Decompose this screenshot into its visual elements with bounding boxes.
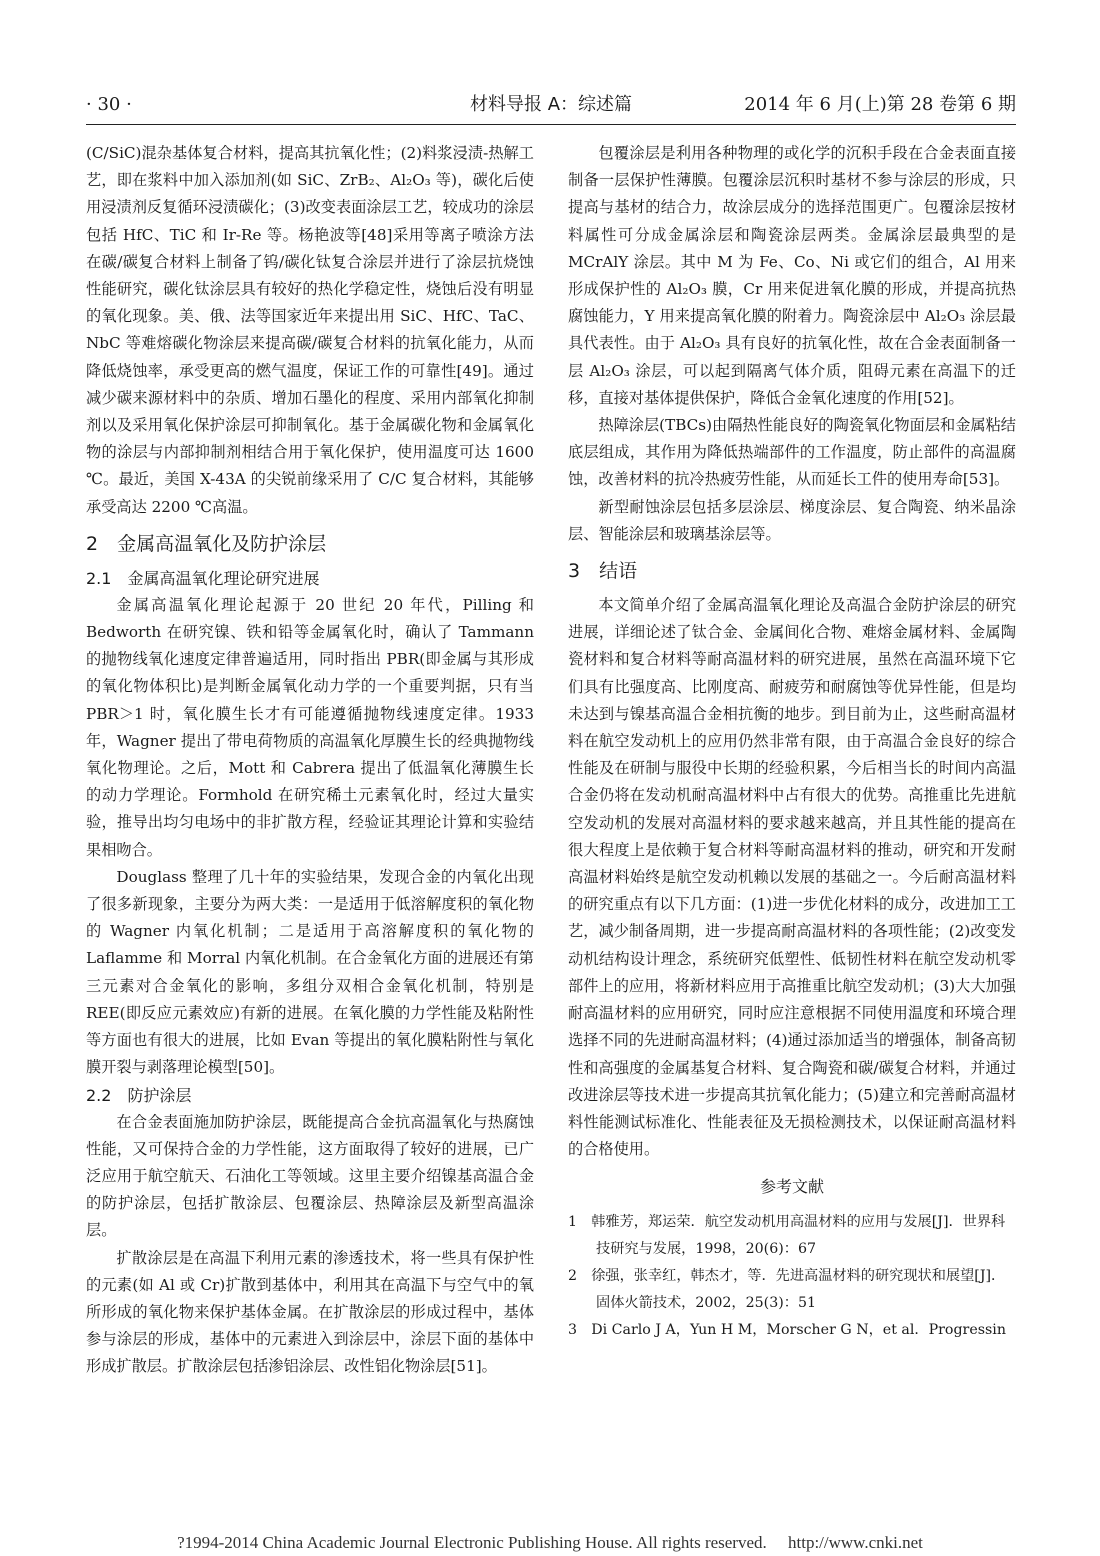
right-column: [568, 140, 1016, 1344]
running-header: [86, 90, 1016, 120]
paragraph: 包覆涂层是利用各种物理的或化学的沉积手段在合金表面直接制备一层保护性薄膜。包覆涂层沉积时基材不参与涂层的形成，只提高与基材的结合力，故涂层成分的选择范围更广。包覆涂层按材料属性可分成金属涂层和陶瓷涂层两类。金属涂层最典型的是 MCrAlY 涂层。其中 M 为 Fe、Co、Ni 或它们的组合，Al 用来形成保护性的 Al₂O₃ 膜，Cr 用来促进氧化膜的形成，并提高抗热腐蚀能力，Y 用来提高氧化膜的附着力。陶瓷涂层中 Al₂O₃ 涂层最具代表性。由于 Al₂O₃ 具有良好的抗氧化性，故在合金表面制备一层 Al₂O₃ 涂层，可以起到隔离气体介质，阻碍元素在高温下的迁移，直接对基体提供保护，降低合金氧化速度的作用[52]。: [568, 144, 1016, 407]
references-heading: 参考文献: [759, 1177, 824, 1197]
left-column: [86, 140, 534, 1381]
header-rule: [86, 124, 1016, 125]
paragraph: (C/SiC)混杂基体复合材料，提高其抗氧化性；(2)料浆浸渍-热解工艺，即在浆料中加入添加剂(如 SiC、ZrB₂、Al₂O₃ 等)，碳化后使用浸渍剂反复循环浸渍碳化；(3)改变表面涂层工艺，较成功的涂层包括 HfC、TiC 和 Ir-Re 等。杨艳波等[48]采用等离子喷涂方法在碳/碳复合材料上制备了钨/碳化钛复合涂层并进行了涂层抗烧蚀性能研究，碳化钛涂层具有较好的热化学稳定性，烧蚀后没有明显的氧化现象。美、俄、法等国家近年来提出用 SiC、HfC、TaC、NbC 等难熔碳化物涂层来提高碳/碳复合材料的抗氧化能力，从而降低烧蚀率，承受更高的燃气温度，保证工作的可靠性[49]。通过减少碳来源材料中的杂质、增加石墨化的程度、采用内部氧化抑制剂以及采用氧化保护涂层可抑制氧化。基于金属碳化物和金属氧化物的涂层与内部抑制剂相结合用于氧化保护，使用温度可达 1600 ℃。最近，美国 X-43A 的尖锐前缘采用了 C/C 复合材料，其能够承受高达 2200 ℃高温。: [86, 144, 534, 516]
paragraph: 本文简单介绍了金属高温氧化理论及高温合金防护涂层的研究进展，详细论述了钛合金、金属间化合物、难熔金属材料、金属陶瓷材料和复合材料等耐高温材料的研究进展，虽然在高温环境下它们具有比强度高、比刚度高、耐疲劳和耐腐蚀等优异性能，但是均未达到与镍基高温合金相抗衡的地步。到目前为止，这些耐高温材料在航空发动机上的应用仍然非常有限，由于高温合金良好的综合性能及在研制与服役中长期的经验积累，今后相当长的时间内高温合金仍将在发动机耐高温材料中占有很大的优势。高推重比先进航空发动机的发展对高温材料的要求越来越高，并且其性能的提高在很大程度上是依赖于复合材料等耐高温材料的推动，研究和开发耐高温材料始终是航空发动机赖以发展的基础之一。今后耐高温材料的研究重点有以下几方面：(1)进一步优化材料的成分，改进加工工艺，减少制备周期，进一步提高耐高温材料的各项性能；(2)改变发动机结构设计理念，系统研究低塑性、低韧性材料在航空发动机零部件上的应用，将新材料应用于高推重比航空发动机；(3)大大加强耐高温材料的应用研究，同时应注意根据不同使用温度和环境合理选择不同的先进耐高温材料；(4)通过添加适当的增强体，制备高韧性和高强度的金属基复合材料、复合陶瓷和碳/碳复合材料，并通过改进涂层等技术进一步提高其抗氧化能力；(5)建立和完善耐高温材料性能测试标准化、性能表征及无损检测技术，以保证耐高温材料的合格使用。: [568, 596, 1016, 1159]
page-number: · 30 ·: [86, 94, 132, 115]
copyright-footer: ?1994-2014 China Academic Journal Electronic Publishing House. All rights reserved. http://www.cnki.net: [177, 1533, 923, 1552]
paragraph: 金属高温氧化理论起源于 20 世纪 20 年代，Pilling 和 Bedworth 在研究镍、铁和铅等金属氧化时，确认了 Tammann 的抛物线氧化速度定律普遍适用，同时指出 PBR(即金属与其形成的氧化物体积比)是判断金属氧化动力学的一个重要判据，只有当 PBR＞1 时，氧化膜生长才有可能遵循抛物线速度定律。1933 年，Wagner 提出了带电荷物质的高温氧化厚膜生长的经典抛物线氧化物理论。之后，Mott 和 Cabrera 提出了低温氧化薄膜生长的动力学理论。Formhold 在研究稀土元素氧化时，经过大量实验，推导出均匀电场中的非扩散方程，经验证其理论计算和实验结果相吻合。: [86, 595, 534, 859]
subsection-heading-2-2: 2.2 防护涂层: [86, 1085, 192, 1105]
paragraph: 新型耐蚀涂层包括多层涂层、梯度涂层、复合陶瓷、纳米晶涂层、智能涂层和玻璃基涂层等。: [568, 497, 1016, 543]
paragraph: Douglass 整理了几十年的实验结果，发现合金的内氧化出现了很多新现象，主要分为两大类：一是适用于低溶解度积的氧化物的 Wagner 内氧化机制；二是适用于高溶解度积的氧化物的 Laflamme 和 Morral 内氧化机制。在合金氧化方面的进展还有第三元素对合金氧化的影响，多组分双相合金氧化机制，特别是 REE(即反应元素效应)有新的进展。在氧化膜的力学性能及粘附性等方面也有很大的进展，比如 Evan 等提出的氧化膜粘附性与氧化膜开裂与剥落理论模型[50]。: [86, 867, 534, 1077]
reference-item: 2 徐强，张幸红，韩杰才，等．先进高温材料的研究现状和展望[J]．固体火箭技术，2002，25(3)：51: [568, 1267, 1006, 1311]
reference-item: 1 韩雅芳，郑运荣．航空发动机用高温材料的应用与发展[J]．世界科技研究与发展，1998，20(6)：67: [568, 1213, 1006, 1257]
section-heading-3: 3 结语: [568, 560, 638, 583]
subsection-heading-2-1: 2.1 金属高温氧化理论研究进展: [86, 568, 320, 588]
paragraph: 在合金表面施加防护涂层，既能提高合金抗高温氧化与热腐蚀性能，又可保持合金的力学性能，这方面取得了较好的进展，已广泛应用于航空航天、石油化工等领域。这里主要介绍镍基高温合金的防护涂层，包括扩散涂层、包覆涂层、热障涂层及新型高温涂层。: [86, 1112, 534, 1240]
reference-item: 3 Di Carlo J A，Yun H M，Morscher G N，et al．Progressin: [568, 1321, 1006, 1338]
journal-name: 材料导报 A：综述篇: [469, 94, 633, 115]
paragraph: 热障涂层(TBCs)由隔热性能良好的陶瓷氧化物面层和金属粘结底层组成，其作用为降低热端部件的工作温度，防止部件的高温腐蚀，改善材料的抗冷热疲劳性能，从而延长工件的使用寿命[53]。: [568, 416, 1016, 489]
issue-info: 2014 年 6 月(上)第 28 卷第 6 期: [744, 94, 1016, 115]
paragraph: 扩散涂层是在高温下利用元素的渗透技术，将一些具有保护性的元素(如 Al 或 Cr)扩散到基体中，利用其在高温下与空气中的氧所形成的氧化物来保护基体金属。在扩散涂层的形成过程中，基体参与涂层的形成，基体中的元素进入到涂层中，涂层下面的基体中形成扩散层。扩散涂层包括渗铝涂层、改性铝化物涂层[51]。: [86, 1248, 534, 1376]
section-heading-2: 2 金属高温氧化及防护涂层: [86, 532, 327, 555]
